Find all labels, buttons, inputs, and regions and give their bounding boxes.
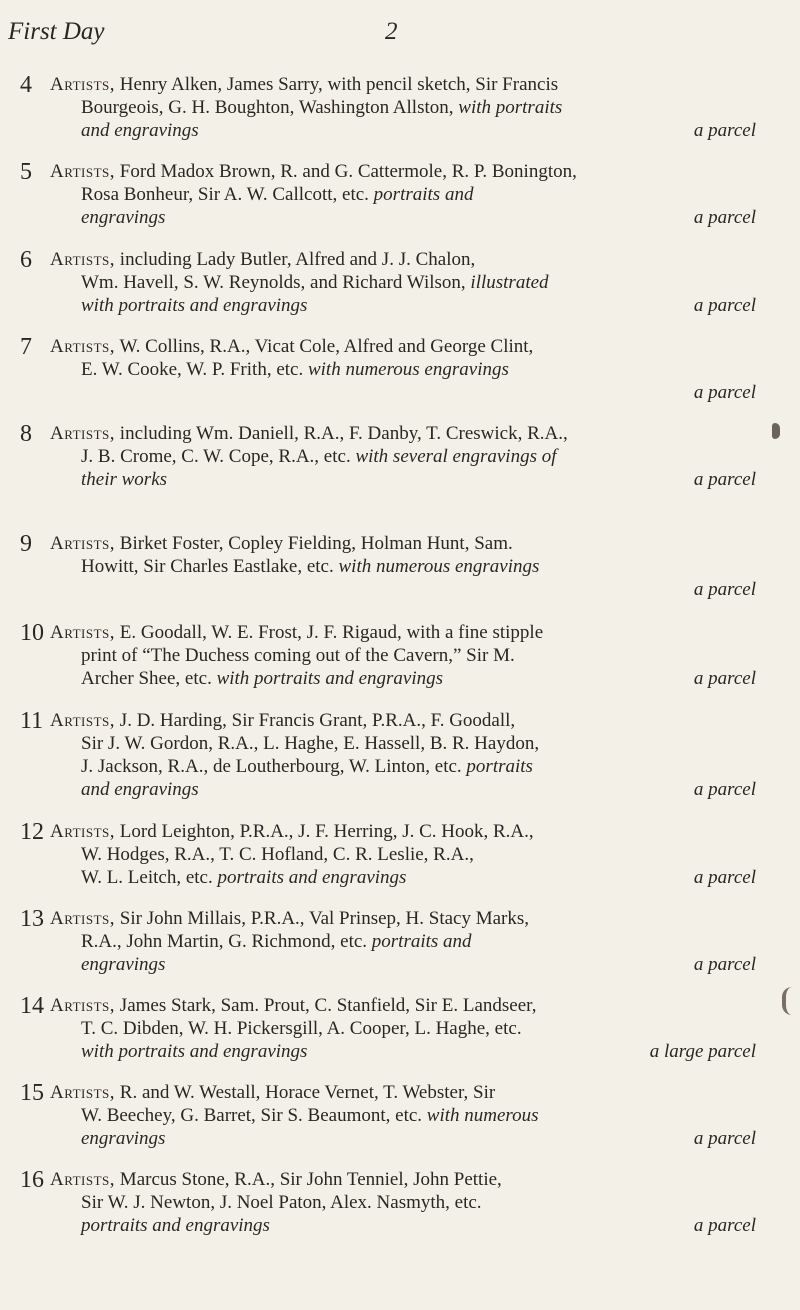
italic-note: their works (81, 469, 168, 490)
lot-number: 10 (20, 620, 44, 646)
italic-note: engravings (81, 1128, 166, 1149)
description-line (50, 73, 756, 96)
description-line (50, 381, 756, 404)
lot-description (50, 248, 756, 317)
line-text: Wm. Havell, S. W. Reynolds, and Richard Wilson, (81, 272, 466, 293)
lot-lead-word: Artists, (50, 423, 116, 444)
parcel-note: a parcel (693, 954, 756, 975)
line-text: Ford Madox Brown, R. and G. Cattermole, R. P. Bonington, (115, 161, 577, 182)
lot-lead-word: Artists, (50, 821, 116, 842)
lot-lead-word: Artists, (50, 908, 116, 929)
description-line (50, 732, 756, 755)
italic-note: with portraits and engravings (211, 668, 444, 689)
description-line (50, 532, 756, 555)
lot-lead-word: Artists, (50, 533, 116, 554)
line-text: Henry Alken, James Sarry, with pencil sketch, Sir Francis (115, 74, 559, 95)
description-line (50, 1214, 756, 1237)
description-line (50, 820, 756, 843)
line-text: T. C. Dibden, W. H. Pickersgill, A. Cooper, L. Haghe, etc. (81, 1018, 522, 1039)
line-text: J. B. Crome, C. W. Cope, R.A., etc. (81, 446, 351, 467)
description-line (50, 778, 756, 801)
description-line (50, 1081, 756, 1104)
description-line (50, 206, 756, 229)
description-line (50, 183, 756, 206)
lot-description (50, 709, 756, 801)
line-text: E. W. Cooke, W. P. Frith, etc. (81, 359, 304, 380)
description-line (50, 578, 756, 601)
parcel-note: a parcel (693, 579, 756, 600)
parcel-note: a parcel (693, 207, 756, 228)
italic-note: engravings (81, 954, 166, 975)
line-text: Rosa Bonheur, Sir A. W. Callcott, etc. (81, 184, 369, 205)
line-text: Sir John Millais, P.R.A., Val Prinsep, H. Stacy Marks, (115, 908, 530, 929)
line-text: R. and W. Westall, Horace Vernet, T. Webster, Sir (115, 1082, 496, 1103)
day-heading: First Day (8, 18, 105, 45)
description-line (50, 422, 756, 445)
description-line (50, 1104, 756, 1127)
lot-number: 12 (20, 819, 44, 845)
parcel-note: a parcel (693, 1128, 756, 1149)
parcel-note: a parcel (693, 295, 756, 316)
description-line (50, 358, 756, 381)
lot-description (50, 422, 756, 491)
lot-description (50, 907, 756, 976)
line-text: Lord Leighton, P.R.A., J. F. Herring, J. C. Hook, R.A., (115, 821, 534, 842)
line-text: Sir W. J. Newton, J. Noel Paton, Alex. Nasmyth, etc. (81, 1192, 482, 1213)
line-text: including Wm. Daniell, R.A., F. Danby, T. Creswick, R.A., (115, 423, 568, 444)
lot-lead-word: Artists, (50, 1169, 116, 1190)
lot-number: 8 (20, 421, 32, 447)
italic-note: portraits and (367, 931, 472, 952)
italic-note: portraits and engravings (81, 1215, 270, 1236)
line-text: James Stark, Sam. Prout, C. Stanfield, Sir E. Landseer, (115, 995, 537, 1016)
parcel-note: a parcel (693, 120, 756, 141)
description-line (50, 468, 756, 491)
lot-lead-word: Artists, (50, 161, 116, 182)
parcel-note: a parcel (693, 779, 756, 800)
description-line (50, 555, 756, 578)
lot-lead-word: Artists, (50, 710, 116, 731)
lot-description (50, 1168, 756, 1237)
parcel-note: a parcel (693, 469, 756, 490)
italic-note: with numerous engravings (333, 556, 540, 577)
page-number: 2 (385, 18, 398, 45)
lot-lead-word: Artists, (50, 336, 116, 357)
lot-number: 11 (20, 708, 44, 734)
lot-description (50, 994, 756, 1063)
line-text: Marcus Stone, R.A., Sir John Tenniel, John Pettie, (115, 1169, 502, 1190)
lot-number: 5 (20, 159, 32, 185)
lot-description (50, 160, 756, 229)
line-text: W. L. Leitch, etc. (81, 867, 213, 888)
lot-number: 7 (20, 334, 32, 360)
description-line (50, 667, 756, 690)
italic-note: illustrated (465, 272, 549, 293)
description-line (50, 1168, 756, 1191)
description-line (50, 96, 756, 119)
lot-number: 9 (20, 531, 32, 557)
line-text: W. Collins, R.A., Vicat Cole, Alfred and George Clint, (115, 336, 534, 357)
line-text: Birket Foster, Copley Fielding, Holman Hunt, Sam. (115, 533, 513, 554)
lot-number: 15 (20, 1080, 44, 1106)
parcel-note: a parcel (693, 382, 756, 403)
italic-note: engravings (81, 207, 166, 228)
description-line (50, 644, 756, 667)
italic-note: with numerous engravings (303, 359, 509, 380)
italic-note: with portraits and engravings (81, 1041, 308, 1062)
italic-note: with portraits and engravings (81, 295, 308, 316)
italic-note: portraits (461, 756, 533, 777)
description-line (50, 1040, 756, 1063)
description-line (50, 621, 756, 644)
italic-note: portraits and (368, 184, 474, 205)
line-text: W. Beechey, G. Barret, Sir S. Beaumont, etc. (81, 1105, 423, 1126)
lot-description (50, 621, 756, 690)
parcel-note: a parcel (693, 867, 756, 888)
parcel-note: a parcel (693, 1215, 756, 1236)
description-line (50, 1017, 756, 1040)
parcel-note: a large parcel (649, 1041, 756, 1062)
italic-note: with portraits (453, 97, 563, 118)
line-text: J. Jackson, R.A., de Loutherbourg, W. Linton, etc. (81, 756, 462, 777)
description-line (50, 271, 756, 294)
lot-lead-word: Artists, (50, 249, 116, 270)
description-line (50, 119, 756, 142)
lot-lead-word: Artists, (50, 1082, 116, 1103)
lot-lead-word: Artists, (50, 995, 116, 1016)
line-text: J. D. Harding, Sir Francis Grant, P.R.A., F. Goodall, (115, 710, 516, 731)
margin-mark (772, 423, 780, 439)
description-line (50, 294, 756, 317)
lot-number: 16 (20, 1167, 44, 1193)
italic-note: and engravings (81, 779, 199, 800)
line-text: Sir J. W. Gordon, R.A., L. Haghe, E. Hassell, B. R. Haydon, (81, 733, 540, 754)
italic-note: and engravings (81, 120, 199, 141)
description-line (50, 248, 756, 271)
lot-number: 4 (20, 72, 32, 98)
description-line (50, 907, 756, 930)
description-line (50, 994, 756, 1017)
description-line (50, 843, 756, 866)
italic-note: with several engravings of (350, 446, 557, 467)
description-line (50, 709, 756, 732)
parcel-note: a parcel (693, 668, 756, 689)
line-text: R.A., John Martin, G. Richmond, etc. (81, 931, 368, 952)
description-line (50, 1127, 756, 1150)
line-text: Archer Shee, etc. (81, 668, 212, 689)
line-text: print of “The Duchess coming out of the Cavern,” Sir M. (81, 645, 515, 666)
line-text: E. Goodall, W. E. Frost, J. F. Rigaud, with a fine stipple (115, 622, 544, 643)
margin-mark (782, 987, 798, 1015)
lot-lead-word: Artists, (50, 622, 116, 643)
lot-number: 14 (20, 993, 44, 1019)
description-line (50, 160, 756, 183)
page-header (0, 18, 800, 58)
description-line (50, 755, 756, 778)
description-line (50, 335, 756, 358)
line-text: Howitt, Sir Charles Eastlake, etc. (81, 556, 334, 577)
italic-note: with numerous (422, 1105, 539, 1126)
description-line (50, 930, 756, 953)
lot-description (50, 532, 756, 601)
line-text: Bourgeois, G. H. Boughton, Washington Allston, (81, 97, 454, 118)
line-text: W. Hodges, R.A., T. C. Hofland, C. R. Leslie, R.A., (81, 844, 474, 865)
lot-number: 13 (20, 906, 44, 932)
description-line (50, 445, 756, 468)
lot-description (50, 335, 756, 404)
description-line (50, 953, 756, 976)
lot-description (50, 73, 756, 142)
description-line (50, 866, 756, 889)
lot-description (50, 1081, 756, 1150)
lot-number: 6 (20, 247, 32, 273)
line-text: including Lady Butler, Alfred and J. J. Chalon, (115, 249, 476, 270)
italic-note: portraits and engravings (212, 867, 407, 888)
lot-description (50, 820, 756, 889)
description-line (50, 1191, 756, 1214)
lot-lead-word: Artists, (50, 74, 116, 95)
